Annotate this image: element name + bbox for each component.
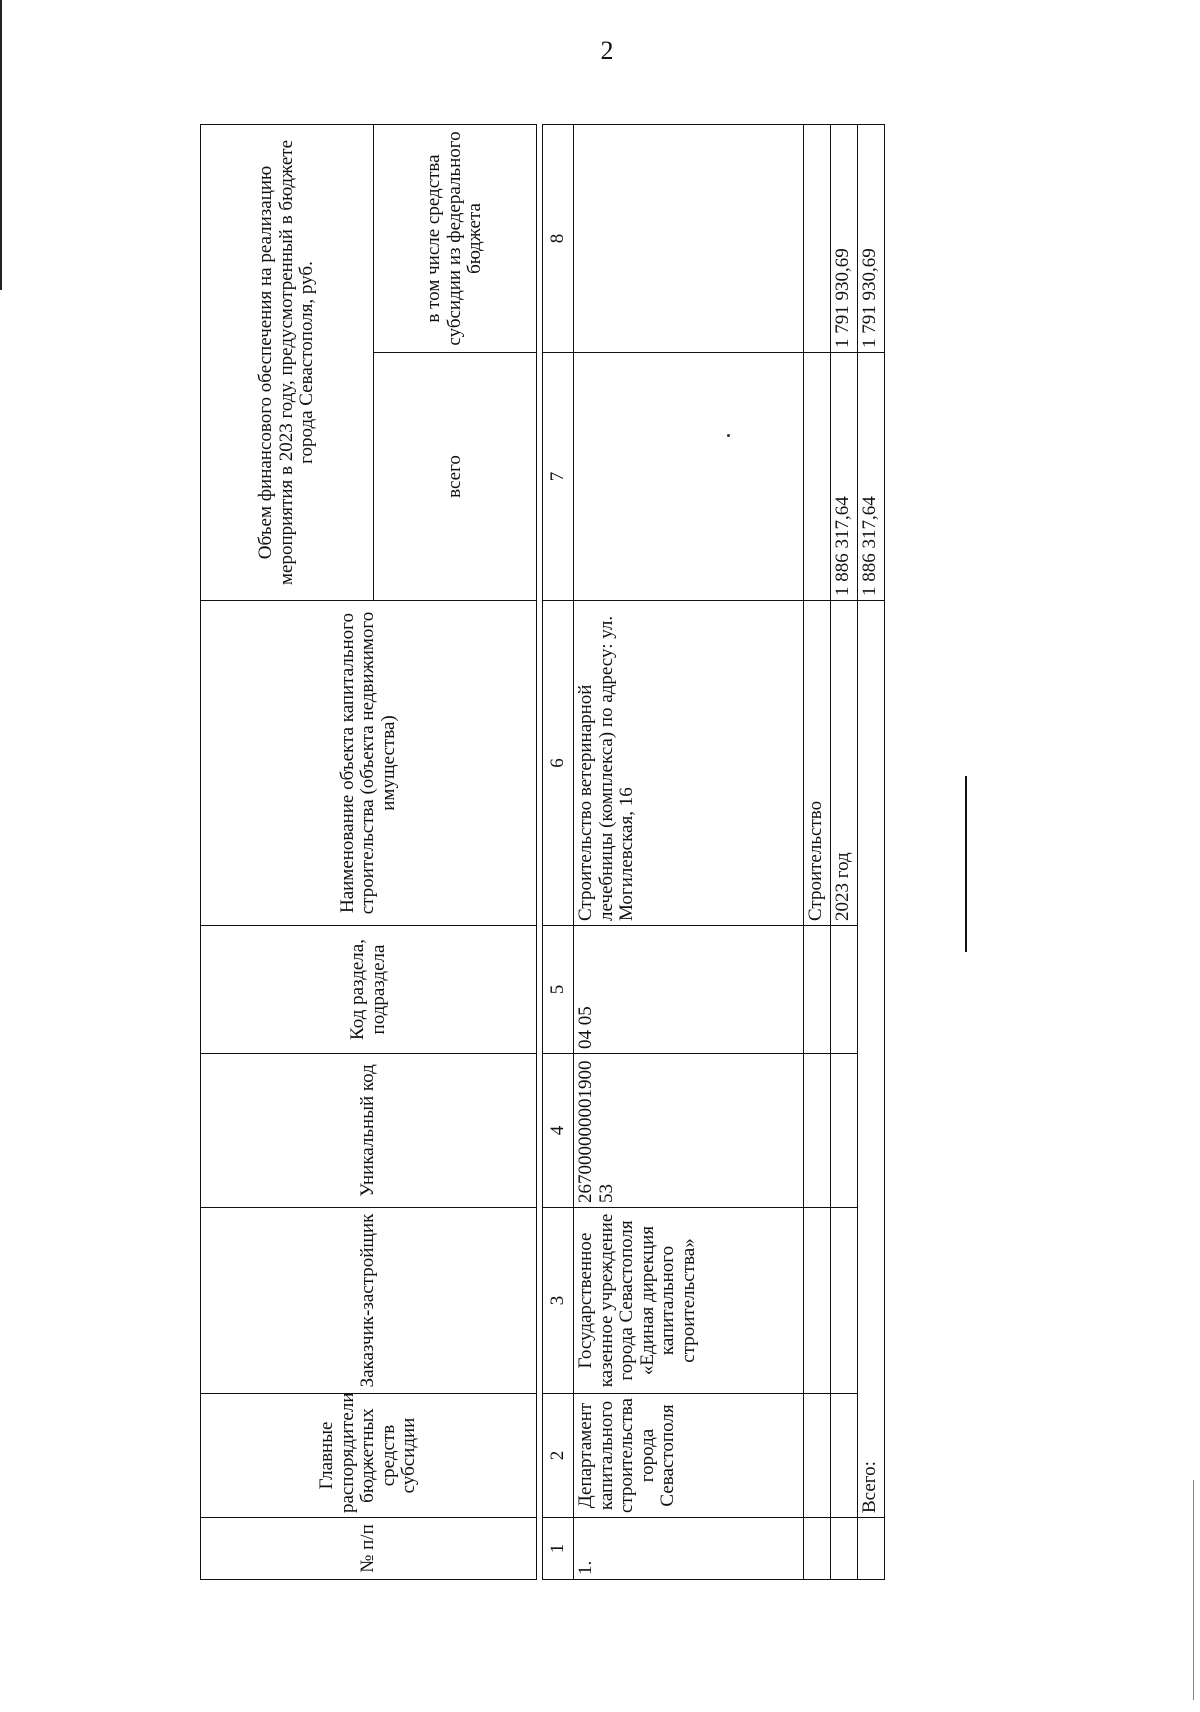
row-distributor: Департамент капитального строительства города Севастополя [574, 1394, 804, 1518]
header-financing: Объем финансового обеспечения на реализацию мероприятия в 2023 году, предусмотренный в бюджете города Севастополя, руб. [201, 124, 374, 600]
header-unique-code: Уникальный код [201, 1054, 537, 1208]
rotated-table-container [200, 125, 884, 1580]
separator-line [965, 776, 967, 952]
column-number: 6 [543, 601, 574, 926]
column-number: 8 [543, 124, 574, 352]
construction-row [804, 124, 831, 1579]
row-total [574, 353, 804, 601]
year-label: 2023 год [831, 601, 858, 926]
row-customer: Государственное казенное учреждение города Севастополя «Единая дирекция капитального строительства» [574, 1208, 804, 1394]
column-number: 2 [543, 1394, 574, 1518]
scan-edge [0, 0, 2, 290]
row-num: 1. [574, 1518, 804, 1580]
column-number: 1 [543, 1518, 574, 1580]
header-num: № п/п [201, 1518, 537, 1580]
row-unique-code-text: 26700000000190053 [575, 1060, 617, 1203]
header-object-name: Наименование объекта капитального строительства (объекта недвижимого имущества) [201, 601, 537, 926]
header-distributor: Главные распорядители бюджетных средств субсидии [201, 1394, 537, 1518]
column-number: 7 [543, 353, 574, 601]
column-numbers-row [543, 124, 574, 1579]
scan-edge-right [1193, 1480, 1194, 1700]
year-federal: 1 791 930,69 [831, 124, 858, 352]
header-section-code: Код раздела, подраздела [201, 926, 537, 1054]
total-row [858, 124, 885, 1579]
financing-table [200, 124, 885, 1580]
column-number: 3 [543, 1208, 574, 1394]
row-federal [574, 124, 804, 352]
construction-label: Строительство [804, 601, 831, 926]
header-total: всего [374, 353, 537, 601]
grand-federal: 1 791 930,69 [858, 124, 885, 352]
row-unique-code [574, 1054, 804, 1208]
total-label: Всего: [858, 601, 885, 1518]
column-number: 4 [543, 1054, 574, 1208]
header-row-1 [201, 124, 374, 1579]
column-number: 5 [543, 926, 574, 1054]
header-customer: Заказчик-застройщик [201, 1208, 537, 1394]
row-object-name: Строительство ветеринарной лечебницы (комплекса) по адресу: ул. Могилевская, 16 [574, 601, 804, 926]
year-row [831, 124, 858, 1579]
header-federal: в том числе средства субсидии из федерального бюджета [374, 124, 537, 352]
row-section-code: 04 05 [574, 926, 804, 1054]
page-number: 2 [600, 36, 614, 65]
table-row [574, 124, 804, 1579]
year-total: 1 886 317,64 [831, 353, 858, 601]
grand-total: 1 886 317,64 [858, 353, 885, 601]
